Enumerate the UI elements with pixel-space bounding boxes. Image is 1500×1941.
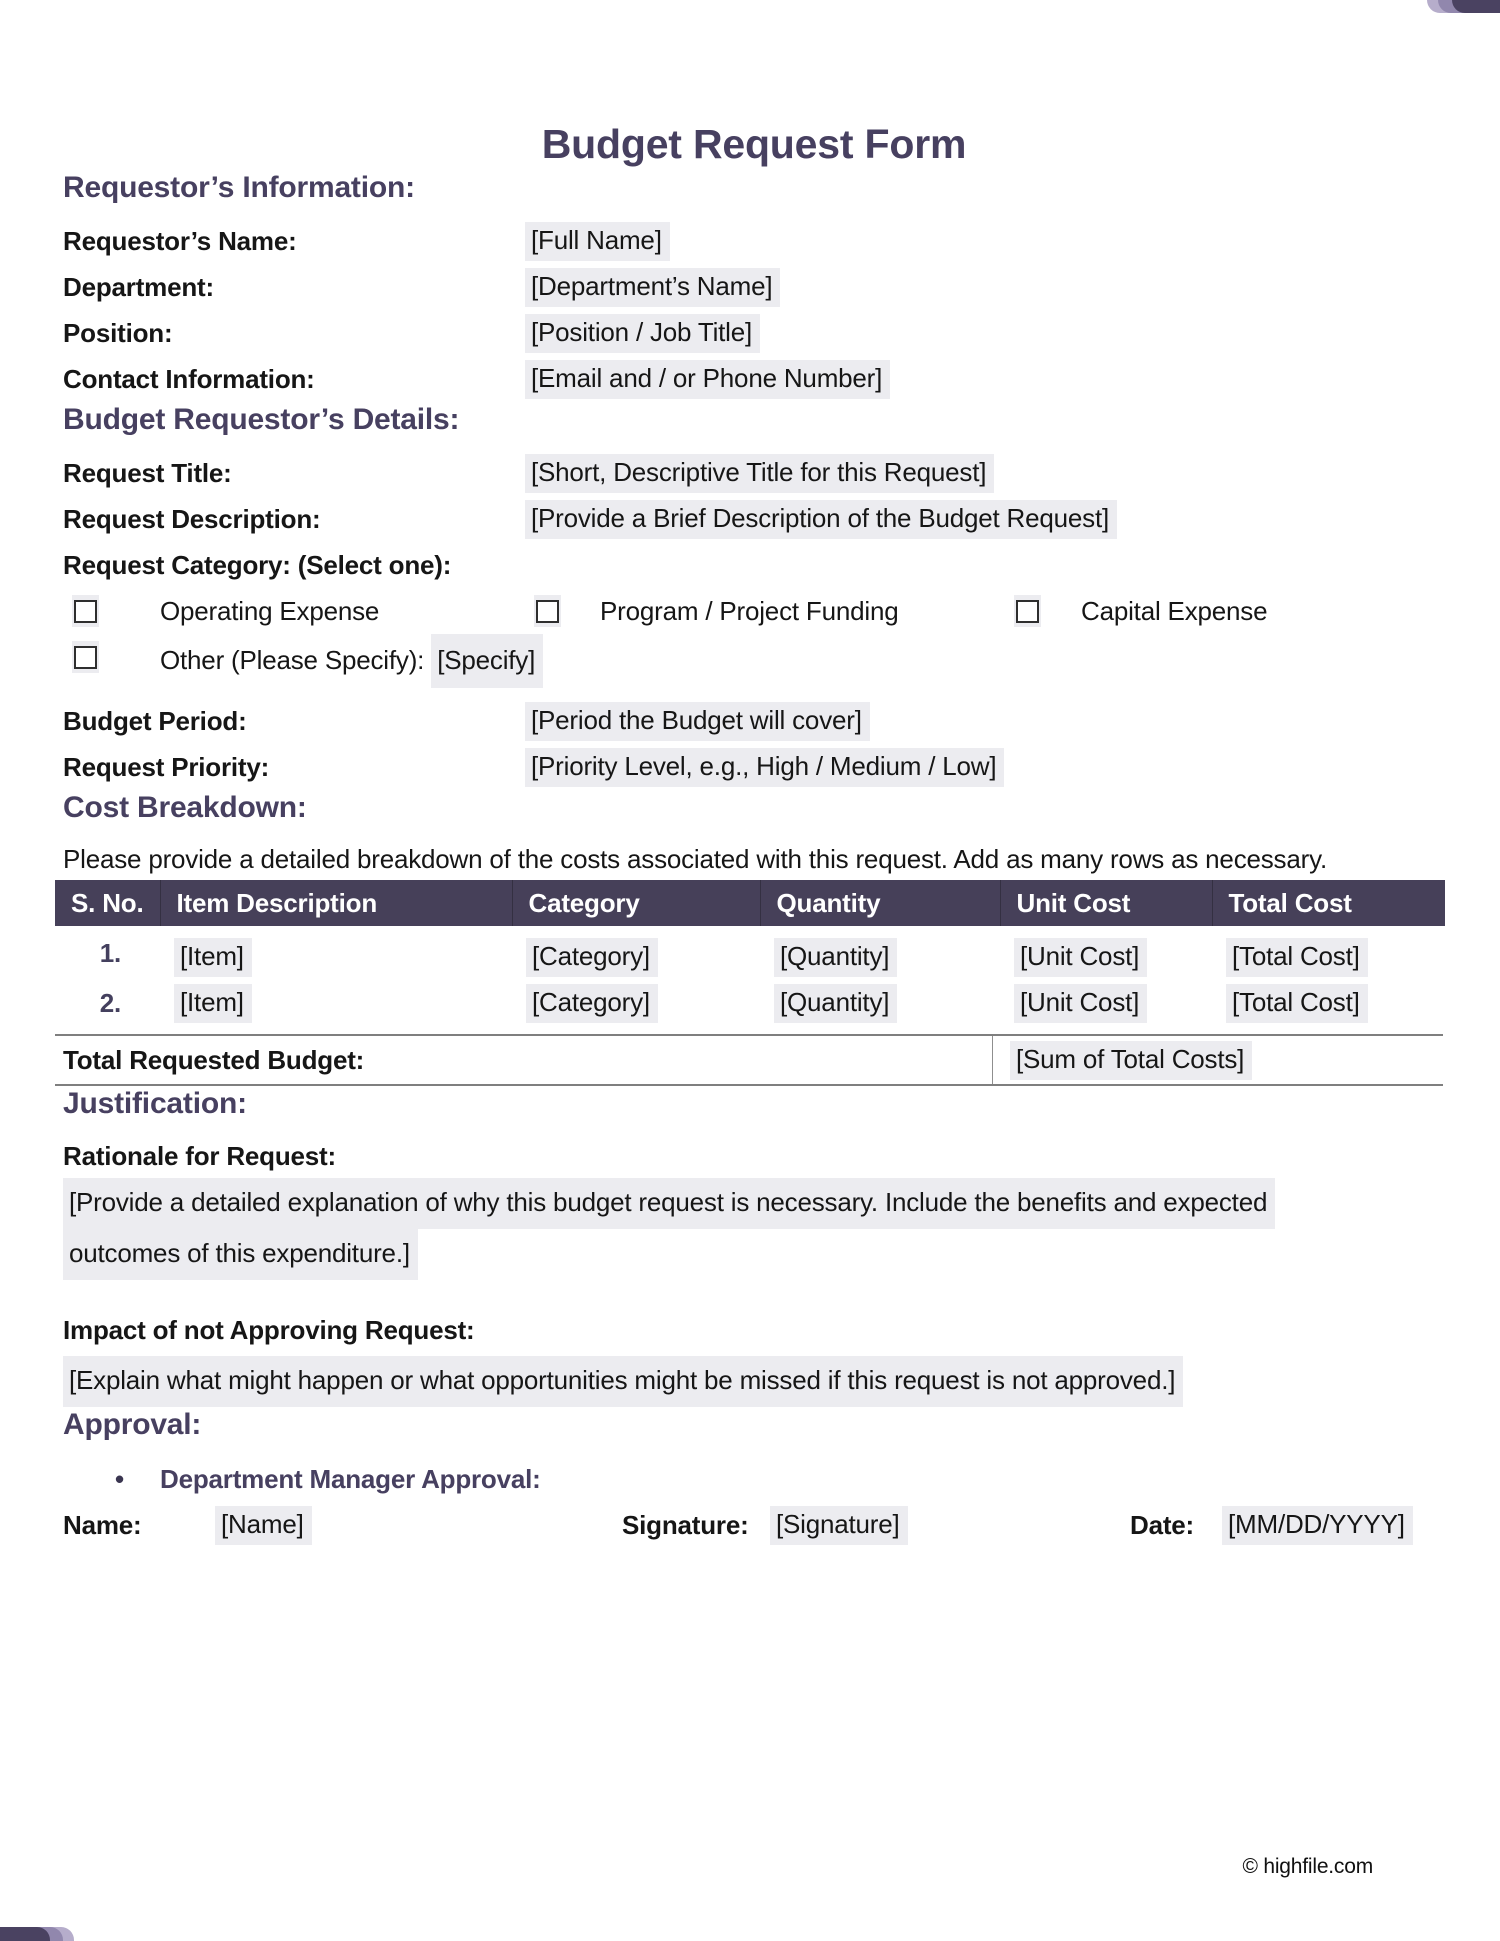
field-label: Requestor’s Name: [63,225,297,256]
field-label: Budget Period: [63,705,247,736]
footer-copyright: © highfile.com [1242,1855,1373,1878]
field-label: Department: [63,271,214,302]
column-header-unit-cost: Unit Cost [1000,880,1212,926]
checkbox-box [74,600,97,623]
signature-field[interactable]: [Signature] [770,1506,908,1545]
field-row-department [63,264,1445,310]
sum-of-total-costs-field[interactable]: [Sum of Total Costs] [1010,1041,1252,1080]
field-label: Request Description: [63,503,321,534]
request-details-fields [63,450,1445,680]
other-specify-field[interactable]: [Specify] [431,634,543,688]
category-options-row-2 [63,634,1445,680]
requestor-info-fields [63,218,1445,402]
field-row-budget-period [63,698,1445,744]
signature-label: Signature: [622,1510,749,1540]
table-header-row [55,880,1445,926]
contact-information-field[interactable]: [Email and / or Phone Number] [525,360,890,399]
checkbox-label: Operating Expense [160,596,380,626]
table-row [55,926,1445,980]
section-heading-approval: Approval: [63,1408,202,1441]
corner-pill-decoration [0,1927,50,1941]
field-row-requestor-name [63,218,1445,264]
rationale-paragraph [63,1178,1445,1280]
request-priority-field[interactable]: [Priority Level, e.g., High / Medium / Low] [525,748,1004,787]
field-row-request-priority [63,744,1445,790]
checkbox-operating-expense[interactable] [72,595,99,627]
impact-paragraph [63,1356,1445,1407]
request-category-label: Request Category: (Select one): [63,550,452,580]
field-row-request-description [63,496,1445,542]
unit-cost-field[interactable]: [Unit Cost] [1014,938,1147,977]
other-label-text: Other (Please Specify): [160,645,432,675]
quantity-field[interactable]: [Quantity] [774,938,897,977]
department-manager-approval-item [63,1459,1445,1499]
document-content [63,0,1445,1547]
field-row-position [63,310,1445,356]
page-title: Budget Request Form [541,121,967,167]
date-label: Date: [1130,1510,1195,1540]
item-field[interactable]: [Item] [174,938,252,977]
request-title-field[interactable]: [Short, Descriptive Title for this Request] [525,454,994,493]
rationale-for-request-label: Rationale for Request: [63,1141,336,1171]
unit-cost-field[interactable]: [Unit Cost] [1014,984,1147,1023]
department-manager-approval-label: Department Manager Approval: [160,1464,541,1494]
checkbox-label: Capital Expense [1081,596,1268,626]
date-field[interactable]: [MM/DD/YYYY] [1222,1506,1413,1545]
name-field[interactable]: [Name] [215,1506,312,1545]
total-requested-budget-row [55,1034,1443,1086]
impact-text-field[interactable]: [Explain what might happen or what opportunities might be missed if this request is not approved.] [63,1356,1183,1407]
corner-pill-decoration [1452,0,1500,13]
category-field[interactable]: [Category] [526,984,658,1023]
category-field[interactable]: [Category] [526,938,658,977]
section-heading-budget-requestor-details: Budget Requestor’s Details: [63,403,460,436]
bullet-icon: • [115,1464,124,1494]
checkbox-label-other [160,634,543,688]
column-header-quantity: Quantity [760,880,1000,926]
field-label: Request Title: [63,457,232,488]
checkbox-box [74,646,97,669]
table-row [55,980,1445,1026]
name-label: Name: [63,1510,142,1540]
impact-label: Impact of not Approving Request: [63,1315,475,1345]
column-header-category: Category [512,880,760,926]
total-value-cell [992,1036,1252,1084]
item-field[interactable]: [Item] [174,984,252,1023]
cost-breakdown-table [55,880,1445,1026]
checkbox-other[interactable] [72,641,99,673]
position-field[interactable]: [Position / Job Title] [525,314,760,353]
department-field[interactable]: [Department’s Name] [525,268,780,307]
field-label: Request Priority: [63,751,270,782]
section-heading-requestor-information: Requestor’s Information: [63,171,415,204]
budget-period-field[interactable]: [Period the Budget will cover] [525,702,870,741]
request-description-field[interactable]: [Provide a Brief Description of the Budget Request] [525,500,1117,539]
category-options-row-1 [63,588,1445,634]
total-requested-budget-label: Total Requested Budget: [63,1044,365,1075]
cost-breakdown-intro: Please provide a detailed breakdown of the costs associated with this request. Add as many rows as necessary. [63,844,1327,874]
full-name-field[interactable]: [Full Name] [525,222,670,261]
row-number: 2. [99,987,121,1018]
checkbox-box [1016,600,1039,623]
budget-period-fields [63,698,1445,790]
quantity-field[interactable]: [Quantity] [774,984,897,1023]
field-row-contact-information [63,356,1445,402]
rationale-text-field[interactable]: outcomes of this expenditure.] [63,1229,418,1280]
checkbox-box [536,600,559,623]
column-header-s-no: S. No. [55,880,160,926]
rationale-text-field[interactable]: [Provide a detailed explanation of why this budget request is necessary. Include the benefits and expected [63,1178,1275,1229]
field-label: Contact Information: [63,363,315,394]
approval-signature-row [63,1503,1445,1547]
row-number: 1. [99,937,121,968]
checkbox-program-project-funding[interactable] [534,595,561,627]
section-heading-justification: Justification: [63,1087,247,1120]
column-header-item-description: Item Description [160,880,512,926]
checkbox-label: Program / Project Funding [600,596,899,626]
checkbox-capital-expense[interactable] [1014,595,1041,627]
field-row-request-title [63,450,1445,496]
total-cost-field[interactable]: [Total Cost] [1226,984,1368,1023]
total-cost-field[interactable]: [Total Cost] [1226,938,1368,977]
field-label: Position: [63,317,173,348]
section-heading-cost-breakdown: Cost Breakdown: [63,791,307,824]
column-header-total-cost: Total Cost [1212,880,1445,926]
